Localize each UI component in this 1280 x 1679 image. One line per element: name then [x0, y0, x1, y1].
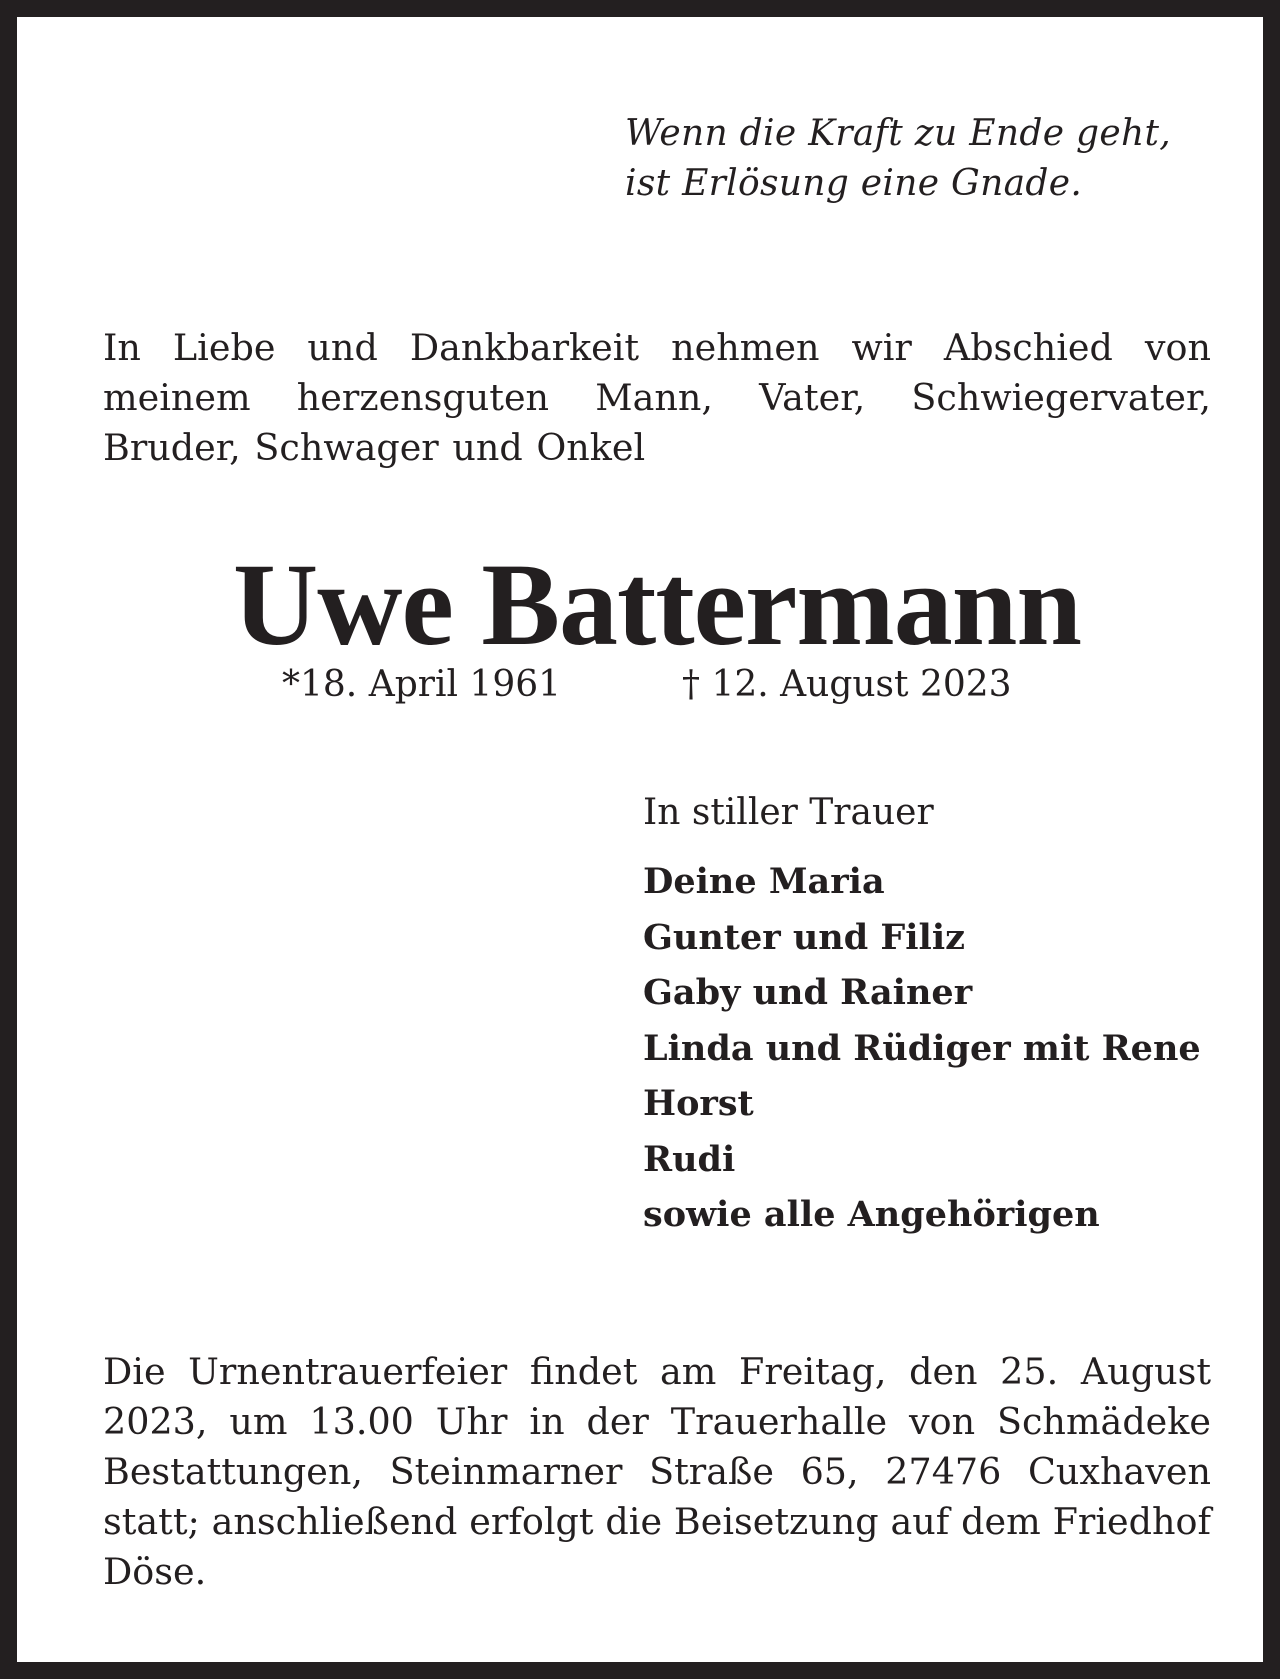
mourners-list: [643, 854, 1243, 1243]
mourner-name: Gaby und Rainer: [643, 972, 973, 1013]
mourner-name: Deine Maria: [643, 861, 885, 902]
mourner-name: Gunter und Filiz: [643, 916, 966, 958]
death-date: † 12. August 2023: [682, 664, 1012, 705]
mourning-label: In stiller Trauer: [643, 792, 934, 833]
intro-text: In Liebe und Dankbarkeit nehmen wir Abschied von meinem herzensguten Mann, Vater, Schwiegervater, Bruder, Schwager und Onkel: [103, 326, 1211, 469]
mourner-name: Horst: [643, 1083, 754, 1124]
mourner-name: sowie alle Angehörigen: [643, 1194, 1100, 1235]
mourner-name: Linda und Rüdiger mit Rene: [643, 1027, 1201, 1069]
motto-quote: [625, 109, 1225, 209]
deceased-name: Uwe Battermann: [233, 539, 1081, 670]
motto-line-2: ist Erlösung eine Gnade.: [625, 163, 1083, 204]
ceremony-info: Die Urnentrauerfeier findet am Freitag, den 25. August 2023, um 13.00 Uhr in der Trauerhalle von Schmädeke Bestattungen, Steinmarner Straße 65, 27476 Cuxhaven statt; anschließend erfolgt die Beisetzung auf dem Friedhof Döse.: [103, 1350, 1211, 1593]
motto-line-1: Wenn die Kraft zu Ende geht,: [625, 113, 1171, 154]
mourner-name: Rudi: [643, 1138, 736, 1180]
birth-date: *18. April 1961: [282, 664, 562, 705]
